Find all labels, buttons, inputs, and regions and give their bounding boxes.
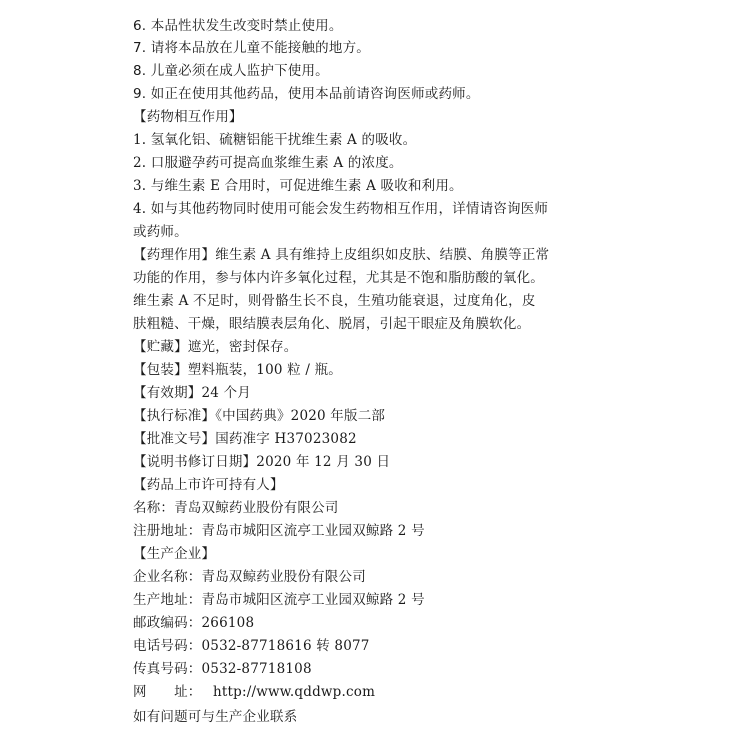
precaution-6: 6. 本品性状发生改变时禁止使用。 <box>133 18 343 34</box>
contact-note: 如有问题可与生产企业联系 <box>133 709 298 725</box>
interaction-4: 4. 如与其他药物同时使用可能会发生药物相互作用，详情请咨询医师 <box>133 201 549 217</box>
validity: 【有效期】24 个月 <box>133 385 251 401</box>
mah-name: 名称：青岛双鲸药业股份有限公司 <box>133 500 339 516</box>
mah-heading: 【药品上市许可持有人】 <box>133 477 284 493</box>
pharmacology-line-2: 功能的作用，参与体内许多氧化过程，尤其是不饱和脂肪酸的氧化。 <box>133 270 544 286</box>
precaution-9: 9. 如正在使用其他药品，使用本品前请咨询医师或药师。 <box>133 86 480 102</box>
pharmacology-line-3: 维生素 A 不足时，则骨骼生长不良，生殖功能衰退，过度角化，皮 <box>133 293 536 309</box>
revision-date: 【说明书修订日期】2020 年 12 月 30 日 <box>133 454 391 470</box>
mah-address: 注册地址：青岛市城阳区流亭工业园双鲸路 2 号 <box>133 523 425 539</box>
standard: 【执行标准】《中国药典》2020 年版二部 <box>133 408 386 424</box>
storage: 【贮藏】遮光，密封保存。 <box>133 339 298 355</box>
interaction-2: 2. 口服避孕药可提高血浆维生素 A 的浓度。 <box>133 155 403 171</box>
manufacturer-name: 企业名称：青岛双鲸药业股份有限公司 <box>133 569 366 585</box>
precaution-8: 8. 儿童必须在成人监护下使用。 <box>133 63 329 79</box>
website-url: http://www.qddwp.com <box>213 684 376 700</box>
interaction-1: 1. 氢氧化铝、硫糖铝能干扰维生素 A 的吸收。 <box>133 132 417 148</box>
manufacturer-heading: 【生产企业】 <box>133 546 216 562</box>
manufacturer-address: 生产地址：青岛市城阳区流亭工业园双鲸路 2 号 <box>133 592 425 608</box>
interaction-4-cont: 或药师。 <box>133 224 188 240</box>
pharmacology-line-1: 【药理作用】维生素 A 具有维持上皮组织如皮肤、结膜、角膜等正常 <box>133 247 550 263</box>
website-label: 网 址： <box>133 684 202 700</box>
fax-number: 传真号码：0532-87718108 <box>133 661 312 677</box>
precaution-7: 7. 请将本品放在儿童不能接触的地方。 <box>133 40 370 56</box>
postcode: 邮政编码：266108 <box>133 615 255 631</box>
interaction-3: 3. 与维生素 E 合用时，可促进维生素 A 吸收和利用。 <box>133 178 463 194</box>
approval-number: 【批准文号】国药准字 H37023082 <box>133 431 357 447</box>
interactions-heading: 【药物相互作用】 <box>133 109 243 125</box>
phone-number: 电话号码：0532-87718616 转 8077 <box>133 638 370 654</box>
pharmacology-line-4: 肤粗糙、干燥，眼结膜表层角化、脱屑，引起干眼症及角膜软化。 <box>133 316 531 332</box>
website-row <box>133 683 375 701</box>
packaging: 【包装】塑料瓶装，100 粒 / 瓶。 <box>133 362 342 378</box>
